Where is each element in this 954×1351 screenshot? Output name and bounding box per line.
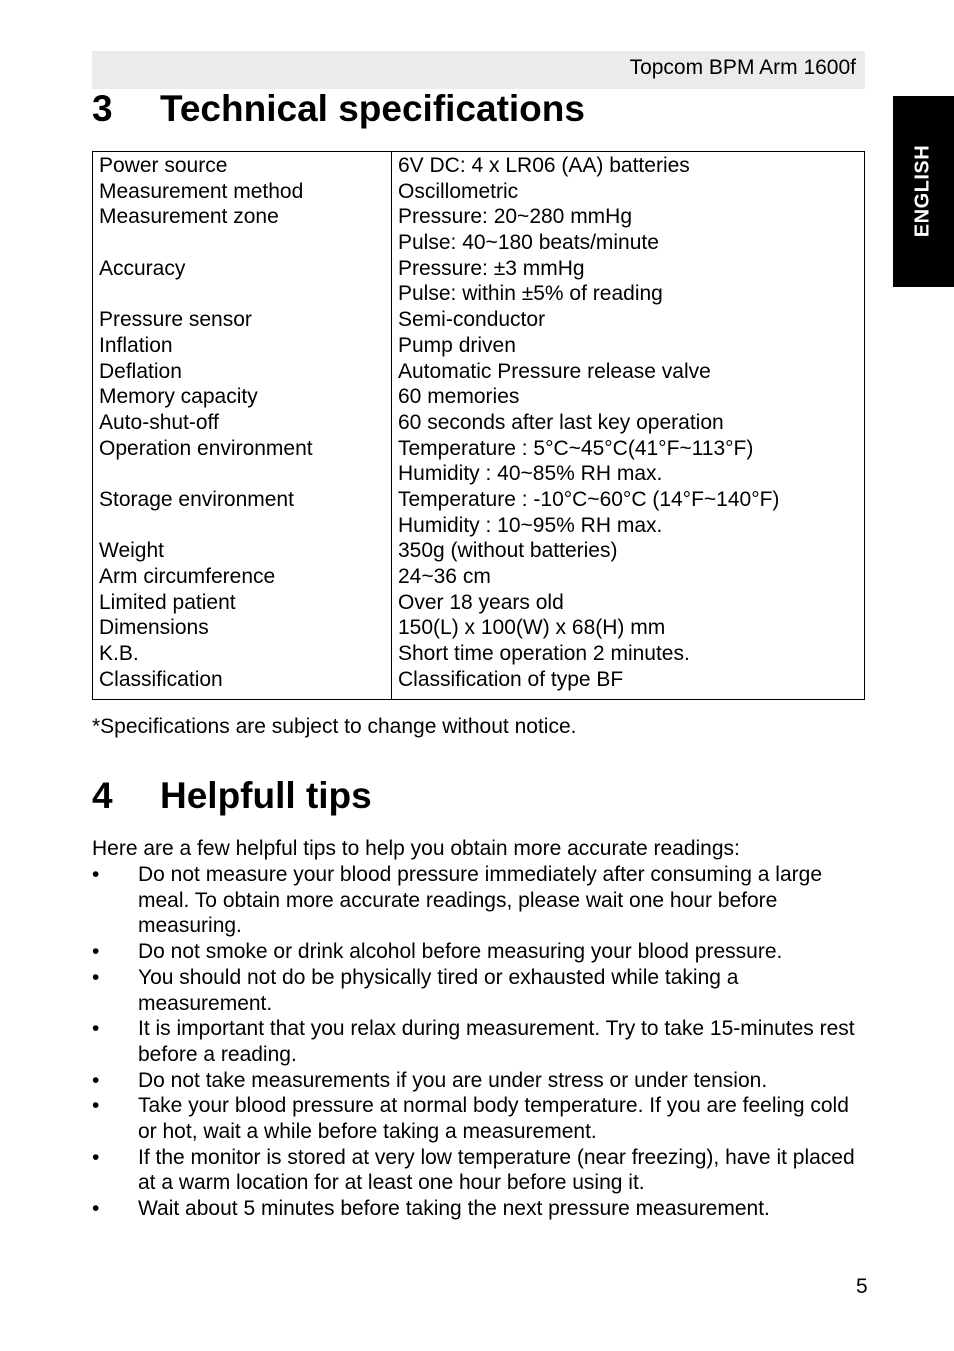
list-item	[92, 965, 872, 1016]
spec-value: 60 memories	[398, 385, 520, 409]
bullet-icon: •	[92, 940, 100, 964]
spec-value: Pulse: 40~180 beats/minute	[398, 231, 659, 255]
section-3-title: Technical specifications	[160, 88, 585, 129]
spec-label: Inflation	[99, 333, 173, 357]
spec-value: Humidity : 10~95% RH max.	[398, 513, 663, 537]
spec-label: Storage environment	[99, 487, 294, 511]
spec-label: Arm circumference	[99, 565, 276, 588]
spec-label: K.B.	[99, 642, 139, 666]
list-item	[92, 862, 872, 939]
spec-label: Power source	[99, 154, 228, 177]
tip-text: Wait about 5 minutes before taking the next pressure measurement.	[138, 1197, 770, 1221]
tip-text: Take your blood pressure at normal body temperature. If you are feeling cold or hot, wait a while before taking a measurement.	[138, 1094, 849, 1144]
bullet-icon: •	[92, 1145, 100, 1169]
spec-value: Automatic Pressure release valve	[398, 359, 711, 383]
spec-value: Classification of type BF	[398, 667, 624, 691]
spec-value: 24~36 cm	[398, 565, 491, 588]
spec-disclaimer: *Specifications are subject to change without notice.	[92, 715, 577, 738]
section-4-heading	[92, 776, 372, 816]
section-3-number: 3	[92, 88, 113, 129]
spec-value: Temperature : -10°C~60°C (14°F~140°F)	[398, 487, 780, 511]
tip-text: You should not do be physically tired or exhausted while taking a measurement.	[138, 965, 739, 1015]
spec-label	[99, 230, 391, 256]
spec-value: Semi-conductor	[398, 308, 546, 332]
spec-label: Measurement method	[99, 179, 304, 203]
spec-label	[99, 461, 391, 487]
language-tab-label: ENGLISH	[911, 144, 934, 238]
tip-text: Do not measure your blood pressure immediately after consuming a large meal. To obtain more accurate readings, please wait one hour before measuring.	[138, 863, 823, 938]
section-3-heading	[92, 89, 585, 129]
bullet-icon: •	[92, 965, 100, 989]
spec-label	[99, 513, 391, 539]
spec-label: Deflation	[99, 359, 182, 383]
bullet-icon: •	[92, 1017, 100, 1041]
spec-value: Over 18 years old	[398, 590, 564, 614]
list-item	[92, 1196, 872, 1222]
spec-value: Pressure: 20~280 mmHg	[398, 205, 633, 229]
spec-label	[99, 281, 391, 307]
tip-text: Do not take measurements if you are under stress or under tension.	[138, 1068, 768, 1092]
spec-value: Temperature : 5°C~45°C(41°F~113°F)	[398, 436, 754, 460]
spec-label: Accuracy	[99, 256, 186, 280]
spec-value: Pulse: within ±5% of reading	[398, 282, 663, 306]
tips-intro: Here are a few helpful tips to help you obtain more accurate readings:	[92, 837, 740, 860]
spec-label: Auto-shut-off	[99, 410, 219, 434]
spec-value: 60 seconds after last key operation	[398, 410, 724, 434]
list-item	[92, 1068, 872, 1094]
tip-text: If the monitor is stored at very low temperature (near freezing), have it placed at a warm location for at least one hour before using it.	[138, 1145, 855, 1195]
bullet-icon: •	[92, 863, 100, 886]
spec-value: Humidity : 40~85% RH max.	[398, 462, 663, 486]
spec-label: Dimensions	[99, 616, 209, 640]
tip-text: It is important that you relax during measurement. Try to take 15-minutes rest before a reading.	[138, 1017, 855, 1066]
spec-values-column	[392, 152, 864, 699]
spec-label: Measurement zone	[99, 205, 279, 229]
spec-label: Operation environment	[99, 436, 313, 460]
spec-table	[92, 151, 865, 700]
section-4-title: Helpfull tips	[160, 775, 372, 816]
spec-labels-column	[93, 152, 392, 699]
spec-value: Pressure: ±3 mmHg	[398, 256, 585, 280]
spec-label: Weight	[99, 539, 164, 563]
spec-value: Pump driven	[398, 333, 516, 357]
section-4-number: 4	[92, 775, 113, 816]
spec-label: Memory capacity	[99, 385, 258, 409]
spec-value: Oscillometric	[398, 179, 519, 203]
list-item	[92, 1016, 872, 1067]
spec-value: 150(L) x 100(W) x 68(H) mm	[398, 616, 666, 640]
spec-value: 350g (without batteries)	[398, 539, 618, 563]
bullet-icon: •	[92, 1197, 100, 1221]
spec-value: 6V DC: 4 x LR06 (AA) batteries	[398, 154, 690, 177]
running-header	[92, 51, 865, 89]
list-item	[92, 1145, 872, 1196]
list-item	[92, 1093, 872, 1144]
bullet-icon: •	[92, 1068, 100, 1092]
bullet-icon: •	[92, 1094, 100, 1118]
language-tab	[893, 96, 954, 287]
tips-list	[92, 862, 872, 1222]
spec-label: Classification	[99, 667, 223, 691]
spec-value: Short time operation 2 minutes.	[398, 642, 690, 666]
tip-text: Do not smoke or drink alcohol before measuring your blood pressure.	[138, 940, 783, 964]
spec-label: Limited patient	[99, 590, 236, 614]
list-item	[92, 939, 872, 965]
spec-label: Pressure sensor	[99, 308, 252, 332]
header-title: Topcom BPM Arm 1600f	[629, 56, 856, 79]
page-number: 5	[856, 1275, 868, 1298]
